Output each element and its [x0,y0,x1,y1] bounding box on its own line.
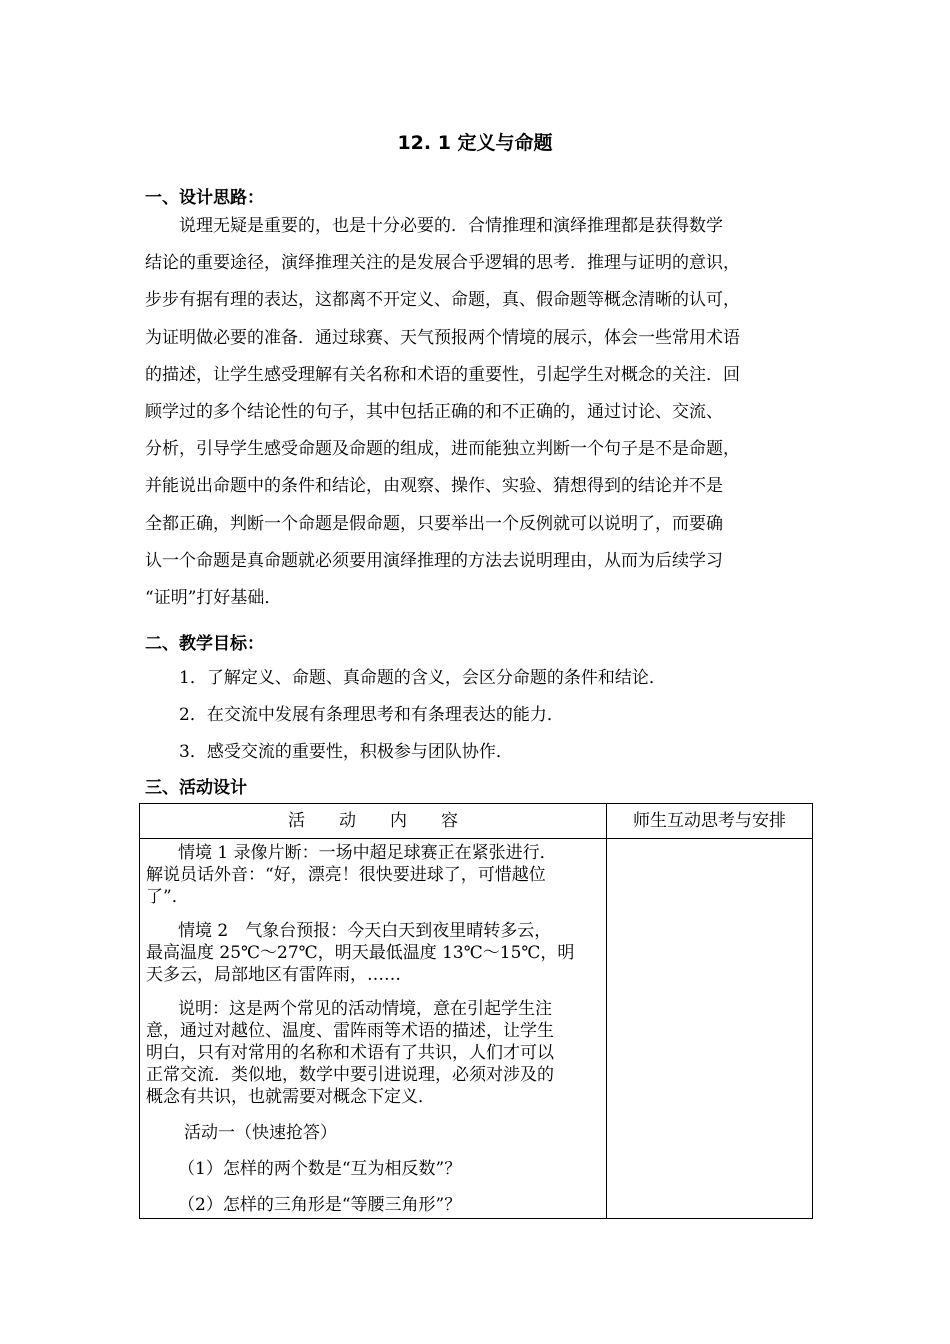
explain-line: 意，通过对越位、温度、雷阵雨等术语的描述，让学生 [146,1021,554,1041]
scene1-line: 了”． [146,887,189,907]
table-header-content: 活 动 内 容 [140,804,607,839]
paragraph-line: 结论的重要途径，演绎推理关注的是发展合乎逻辑的思考．推理与证明的意识， [145,253,740,274]
paragraph-line: 为证明做必要的准备．通过球赛、天气预报两个情境的展示，体会一些常用术语 [145,327,740,348]
table-cell-content [140,839,607,1219]
paragraph-line: 认一个命题是真命题就必须要用演绎推理的方法去说明理由，从而为后续学习 [145,550,723,571]
paragraph-line: 全都正确，判断一个命题是假命题，只要举出一个反例就可以说明了，而要确 [145,513,723,534]
paragraph-line: “证明”打好基础． [145,587,282,608]
section-heading-activity: 三、活动设计 [145,778,247,798]
paragraph-line: 的描述，让学生感受理解有关名称和术语的重要性，引起学生对概念的关注．回 [145,364,740,385]
question-2: （2）怎样的三角形是“等腰三角形”？ [178,1195,462,1215]
scene1-line: 情境 1 录像片断：一场中超足球赛正在紧张进行． [178,843,557,863]
question-1: （1）怎样的两个数是“互为相反数”？ [178,1159,462,1179]
explain-line: 正常交流．类似地，数学中要引进说理，必须对涉及的 [146,1065,554,1085]
paragraph-line: 并能说出命题中的条件和结论，由观察、操作、实验、猜想得到的结论并不是 [145,476,723,497]
scene1-line: 解说员话外音：“好，漂亮！很快要进球了，可惜越位 [146,865,546,885]
design-paragraph [145,208,815,617]
scene2-line: 最高温度 25℃～27℃，明天最低温度 13℃～15℃，明 [146,943,575,963]
table-header-interaction: 师生互动思考与安排 [607,804,813,839]
paragraph-line: 分析，引导学生感受命题及命题的组成，进而能独立判断一个句子是不是命题， [145,439,740,460]
explain-line: 说明：这是两个常见的活动情境，意在引起学生注 [178,999,552,1019]
paragraph-line: 顾学过的多个结论性的句子，其中包括正确的和不正确的，通过讨论、交流、 [145,401,723,422]
paragraph-line: 步步有据有理的表达，这都离不开定义、命题，真、假命题等概念清晰的认可， [145,290,740,311]
goal-item: 3．感受交流的重要性，积极参与团队协作． [179,742,513,762]
explain-line: 明白，只有对常用的名称和术语有了共识，人们才可以 [146,1043,554,1063]
table-cell-interaction [607,839,813,1219]
goal-item: 2．在交流中发展有条理思考和有条理表达的能力． [179,705,564,725]
section-heading-design: 一、设计思路： [145,188,264,208]
explain-line: 概念有共识，也就需要对概念下定义． [146,1087,435,1107]
goal-item: 1．了解定义、命题、真命题的含义，会区分命题的条件和结论． [179,668,666,688]
document-title: 12. 1 定义与命题 [397,132,553,154]
scene2-line: 天多云，局部地区有雷阵雨，…… [146,965,401,985]
section-heading-goals: 二、教学目标： [145,634,264,654]
activity-title: 活动一（快速抢答） [184,1123,337,1143]
activity-table [139,803,813,1219]
paragraph-line: 说理无疑是重要的，也是十分必要的．合情推理和演绎推理都是获得数学 [179,216,723,236]
scene2-line: 情境 2 气象台预报：今天白天到夜里晴转多云， [178,921,552,941]
